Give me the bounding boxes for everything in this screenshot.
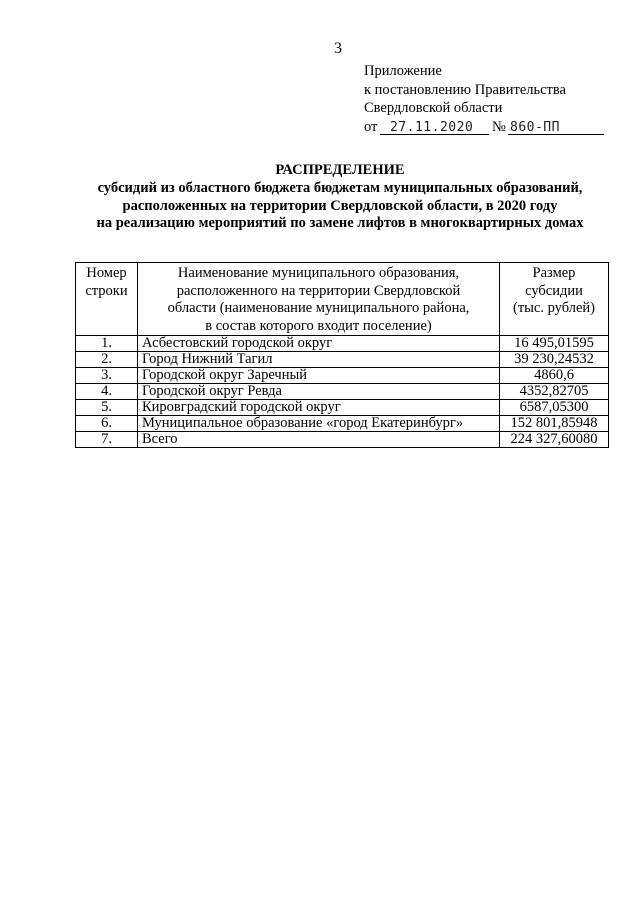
row-number: 1.: [76, 336, 138, 352]
subsidy-amount: 39 230,24532: [500, 352, 609, 368]
appendix-line-2: к постановлению Правительства: [364, 81, 566, 98]
resolution-date-number-line: [364, 118, 566, 137]
table-row: [76, 352, 609, 368]
subsidy-amount: 6587,05300: [500, 400, 609, 416]
row-number: 4.: [76, 384, 138, 400]
heading-line-3: на реализацию мероприятий по замене лифтов в многоквартирных домах: [96, 215, 584, 232]
table-row: [76, 336, 609, 352]
municipality-name: Кировградский городской округ: [138, 400, 500, 416]
municipality-name: Городской округ Заречный: [138, 368, 500, 384]
header-municipality-name: Наименование муниципального образования, расположенного на территории Свердловской области (наименование муниципального района, в состав которого входит поселение): [138, 263, 500, 336]
table-row: [76, 416, 609, 432]
resolution-date: 27.11.2020: [390, 119, 474, 135]
row-number: 5.: [76, 400, 138, 416]
date-prefix: от: [364, 118, 378, 135]
municipality-name: Всего: [138, 432, 500, 448]
subsidy-distribution-table: [75, 262, 609, 448]
heading-line-2: расположенных на территории Свердловской области, в 2020 году: [122, 197, 558, 214]
subsidy-amount: 16 495,01595: [500, 336, 609, 352]
resolution-number: 860-ПП: [510, 119, 560, 135]
subsidy-amount: 152 801,85948: [500, 416, 609, 432]
municipality-name: Городской округ Ревда: [138, 384, 500, 400]
row-number: 6.: [76, 416, 138, 432]
header-subsidy-amount: Размер субсидии (тыс. рублей): [500, 263, 609, 336]
heading-line-1: субсидий из областного бюджета бюджетам муниципальных образований,: [97, 179, 583, 196]
table-row: [76, 368, 609, 384]
header-row-number: Номер строки: [76, 263, 138, 336]
row-number: 3.: [76, 368, 138, 384]
appendix-line-3: Свердловской области: [364, 100, 503, 116]
table-header-row: [76, 263, 609, 336]
page-number: 3: [334, 40, 342, 57]
appendix-block: [364, 62, 566, 137]
table-row: [76, 384, 609, 400]
table-row-total: [76, 432, 609, 448]
municipality-name: Асбестовский городской округ: [138, 336, 500, 352]
subsidy-amount: 4352,82705: [500, 384, 609, 400]
subsidy-amount: 224 327,60080: [500, 432, 609, 448]
appendix-line-1: Приложение: [364, 63, 442, 79]
municipality-name: Муниципальное образование «город Екатеринбург»: [138, 416, 500, 432]
document-heading: [60, 162, 620, 233]
row-number: 2.: [76, 352, 138, 368]
number-prefix: №: [492, 118, 506, 135]
table-row: [76, 400, 609, 416]
heading-title: РАСПРЕДЕЛЕНИЕ: [275, 162, 405, 178]
subsidy-amount: 4860,6: [500, 368, 609, 384]
municipality-name: Город Нижний Тагил: [138, 352, 500, 368]
row-number: 7.: [76, 432, 138, 448]
